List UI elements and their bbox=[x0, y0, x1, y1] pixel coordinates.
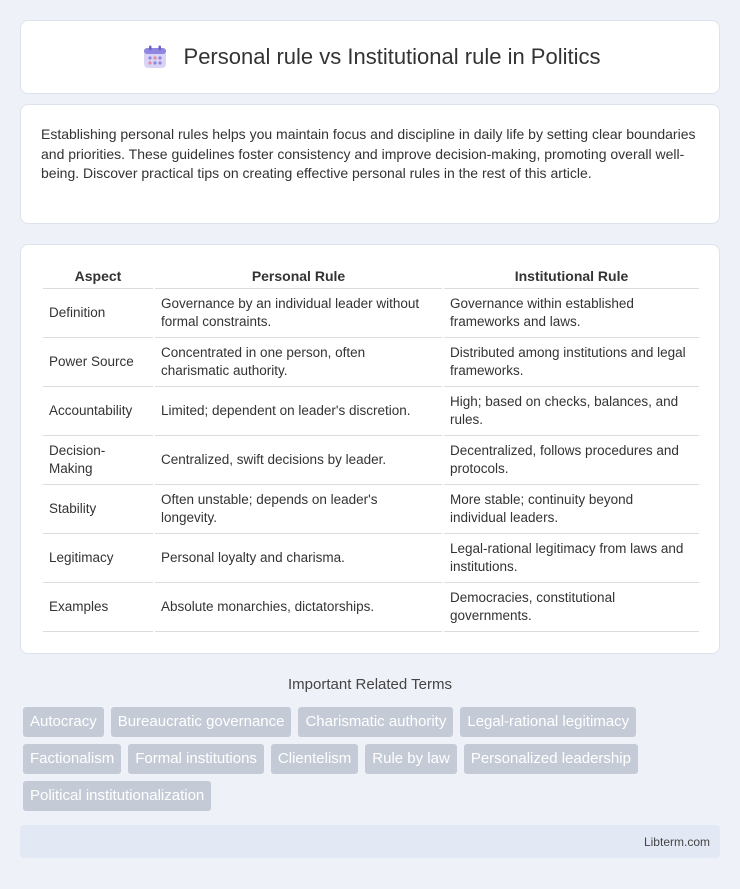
table-header-row bbox=[43, 263, 699, 289]
table-row bbox=[43, 583, 699, 632]
related-term-tag[interactable]: Bureaucratic governance bbox=[111, 707, 292, 737]
aspect-cell: Stability bbox=[43, 485, 153, 534]
personal-rule-cell: Limited; dependent on leader's discretion. bbox=[155, 387, 442, 436]
comparison-table-card bbox=[20, 244, 720, 654]
aspect-cell: Examples bbox=[43, 583, 153, 632]
table-row bbox=[43, 289, 699, 338]
related-terms-title: Important Related Terms bbox=[288, 676, 452, 693]
footer bbox=[20, 825, 720, 858]
personal-rule-cell: Absolute monarchies, dictatorships. bbox=[155, 583, 442, 632]
footer-site-link[interactable]: Libterm.com bbox=[643, 834, 710, 849]
related-term-tag[interactable]: Personalized leadership bbox=[464, 744, 638, 774]
related-term-tag[interactable]: Formal institutions bbox=[128, 744, 264, 774]
comparison-table bbox=[41, 263, 701, 632]
intro-text: Establishing personal rules helps you maintain focus and discipline in daily life by setting clear boundaries and priorities. These guidelines foster consistency and improve decision-making, promoting overall well-being. Discover practical tips on creating effective personal rules in the rest of this article. bbox=[41, 126, 696, 181]
institutional-rule-cell: Democracies, constitutional governments. bbox=[444, 583, 699, 632]
related-term-tag[interactable]: Legal-rational legitimacy bbox=[460, 707, 636, 737]
header-institutional-rule: Institutional Rule bbox=[444, 263, 699, 289]
institutional-rule-cell: Legal-rational legitimacy from laws and institutions. bbox=[444, 534, 699, 583]
aspect-cell: Power Source bbox=[43, 338, 153, 387]
page-title: Personal rule vs Institutional rule in Politics bbox=[183, 44, 601, 69]
related-term-tag[interactable]: Rule by law bbox=[365, 744, 457, 774]
aspect-cell: Accountability bbox=[43, 387, 153, 436]
personal-rule-cell: Centralized, swift decisions by leader. bbox=[155, 436, 442, 485]
personal-rule-cell: Personal loyalty and charisma. bbox=[155, 534, 442, 583]
table-row bbox=[43, 534, 699, 583]
personal-rule-cell: Governance by an individual leader without formal constraints. bbox=[155, 289, 442, 338]
institutional-rule-cell: Distributed among institutions and legal frameworks. bbox=[444, 338, 699, 387]
related-term-tag[interactable]: Clientelism bbox=[271, 744, 358, 774]
institutional-rule-cell: Decentralized, follows procedures and protocols. bbox=[444, 436, 699, 485]
personal-rule-cell: Concentrated in one person, often charismatic authority. bbox=[155, 338, 442, 387]
related-term-tag[interactable]: Autocracy bbox=[23, 707, 104, 737]
institutional-rule-cell: Governance within established frameworks and laws. bbox=[444, 289, 699, 338]
table-row bbox=[43, 485, 699, 534]
calendar-icon bbox=[140, 42, 170, 72]
personal-rule-cell: Often unstable; depends on leader's longevity. bbox=[155, 485, 442, 534]
aspect-cell: Definition bbox=[43, 289, 153, 338]
institutional-rule-cell: More stable; continuity beyond individual leaders. bbox=[444, 485, 699, 534]
institutional-rule-cell: High; based on checks, balances, and rules. bbox=[444, 387, 699, 436]
intro-card bbox=[20, 104, 720, 224]
table-row bbox=[43, 338, 699, 387]
related-term-tag[interactable]: Charismatic authority bbox=[298, 707, 453, 737]
aspect-cell: Decision-Making bbox=[43, 436, 153, 485]
header-aspect: Aspect bbox=[43, 263, 153, 289]
related-terms-list bbox=[23, 707, 723, 811]
table-row bbox=[43, 436, 699, 485]
related-term-tag[interactable]: Factionalism bbox=[23, 744, 121, 774]
header-card bbox=[20, 20, 720, 94]
header-personal-rule: Personal Rule bbox=[155, 263, 442, 289]
related-term-tag[interactable]: Political institutionalization bbox=[23, 781, 211, 811]
aspect-cell: Legitimacy bbox=[43, 534, 153, 583]
table-row bbox=[43, 387, 699, 436]
